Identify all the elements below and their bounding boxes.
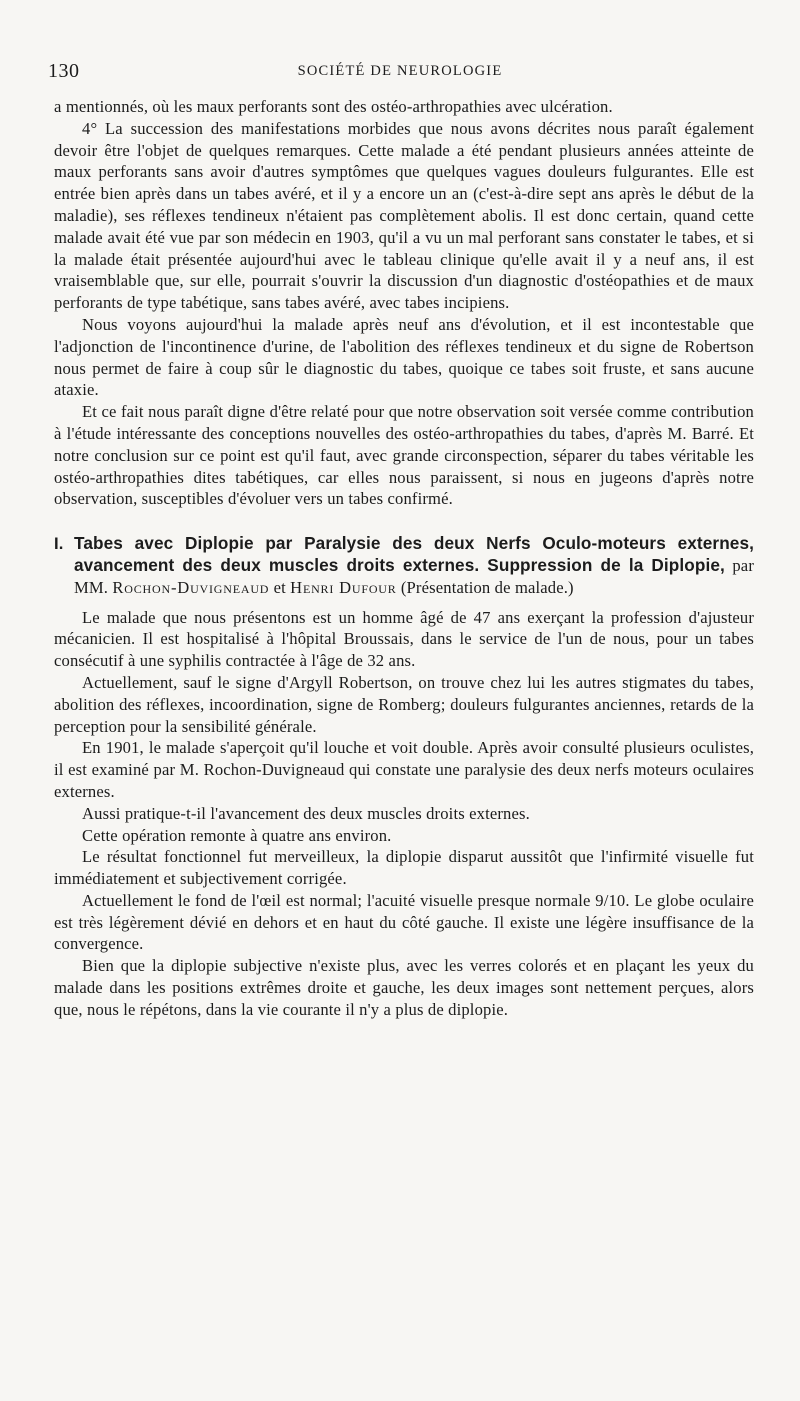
byline-conjunction: et [273,577,286,597]
paragraph: Bien que la diplopie subjective n'existe plus, avec les verres colorés et en plaçant les yeux du malade dans les positions extrêmes droite et gauche, les deux images sont nettement perçues, alors que, nous le répétons, dans la vie courante il n'y a plus de diplopie. [54,956,754,1019]
section-marker: I. [54,534,64,554]
paragraph: Cette opération remonte à quatre ans environ. [82,825,392,845]
article-body [54,96,754,1021]
paragraph: En 1901, le malade s'aperçoit qu'il louche et voit double. Après avoir consulté plusieurs oculistes, il est examiné par M. Rochon-Duvigneaud qui constate une paralysie des deux nerfs moteurs oculaires externes. [54,738,754,801]
page-header [0,60,800,86]
section-heading [54,533,754,598]
paragraph: Actuellement le fond de l'œil est normal; l'acuité visuelle presque normale 9/10. Le globe oculaire est très légèrement dévié en dehors et en haut du côté gauche. Il existe une légère insuffisance de la convergence. [54,890,754,954]
paragraph: Actuellement, sauf le signe d'Argyll Robertson, on trouve chez lui les autres stigmates du tabes, abolition des réflexes, incoordination, signe de Romberg; douleurs fulgurantes anciennes, retards de la perception pour la sensibilité générale. [54,672,754,736]
paragraph-continuation: a mentionnés, où les maux perforants sont des ostéo-arthropathies avec ulcération. [54,97,613,116]
paragraph: Nous voyons aujourd'hui la malade après neuf ans d'évolution, et il est incontestable que l'adjonction de l'incontinence d'urine, de l'abolition des réflexes tendineux et du signe de Robertson nous permet de faire à coup sûr le diagnostic du tabes, quoique ce tabes soit fruste, et sans aucune ataxie. [54,314,754,400]
author-2: Henri Dufour [290,577,397,597]
paragraph: Le résultat fonctionnel fut merveilleux, la diplopie disparut aussitôt que l'infirmité visuelle fut immédiatement et subjectivement corrigée. [54,847,754,889]
section-title: Tabes avec Diplopie par Paralysie des deux Nerfs Oculo-moteurs externes, avancement des deux muscles droits externes. Suppression de la Diplopie, [74,533,754,575]
paragraph-conclusion: Et ce fait nous paraît digne d'être relaté pour que notre observation soit versée comme contribution à l'étude intéressante des conceptions nouvelles des ostéo-arthropathies du tabes, d'après M. Barré. Et notre conclusion sur ce point est qu'il faut, avec grande circonspection, séparer du tabes véritable les ostéo-arthropathies dites tabétiques, car elles nous paraissent, si nous en jugeons d'après notre observation, susceptibles d'évoluer vers un tabes confirmé. [54,402,754,509]
author-1: Rochon-Duvigneaud [112,577,270,597]
paragraph: Aussi pratique-t-il l'avancement des deux muscles droits externes. [82,803,530,823]
page-number: 130 [48,60,80,82]
running-title: SOCIÉTÉ DE NEUROLOGIE [297,63,503,79]
paragraph-point-4: 4° La succession des manifestations morbides que nous avons décrites nous paraît également devoir être l'objet de quelques remarques. Cette malade a été pendant plusieurs années atteinte de maux perforants sans avoir d'autres symptômes que quelques vagues douleurs fulgurantes. Elle est entrée bien après dans un tabes avéré, et il y a encore un an (c'est-à-dire sept ans après le début de la maladie), ses réflexes tendineux n'étaient pas complètement abolis. Il est donc certain, quand cette malade avait été vue par son médecin en 1903, qu'il a vu un mal perforant sans constater le tabes, et si la malade était présentée aujourd'hui avec le tableau clinique qu'elle avait il y a neuf ans, il est vraisemblable que, sur elle, pourrait s'ouvrir la discussion d'un diagnostic d'ostéopathies et de maux perforants de type tabétique, sans tabes avéré, avec tabes incipiens. [54,118,754,313]
presentation-note: (Présentation de malade.) [400,577,574,597]
paragraph: Le malade que nous présentons est un homme âgé de 47 ans exerçant la profession d'ajusteur mécanicien. Il est hospitalisé à l'hôpital Broussais, dans le service de l'un de nous, pour un tabes consécutif à une syphilis contractée à l'âge de 32 ans. [54,607,754,671]
byline-prefix: par MM. [74,555,754,597]
